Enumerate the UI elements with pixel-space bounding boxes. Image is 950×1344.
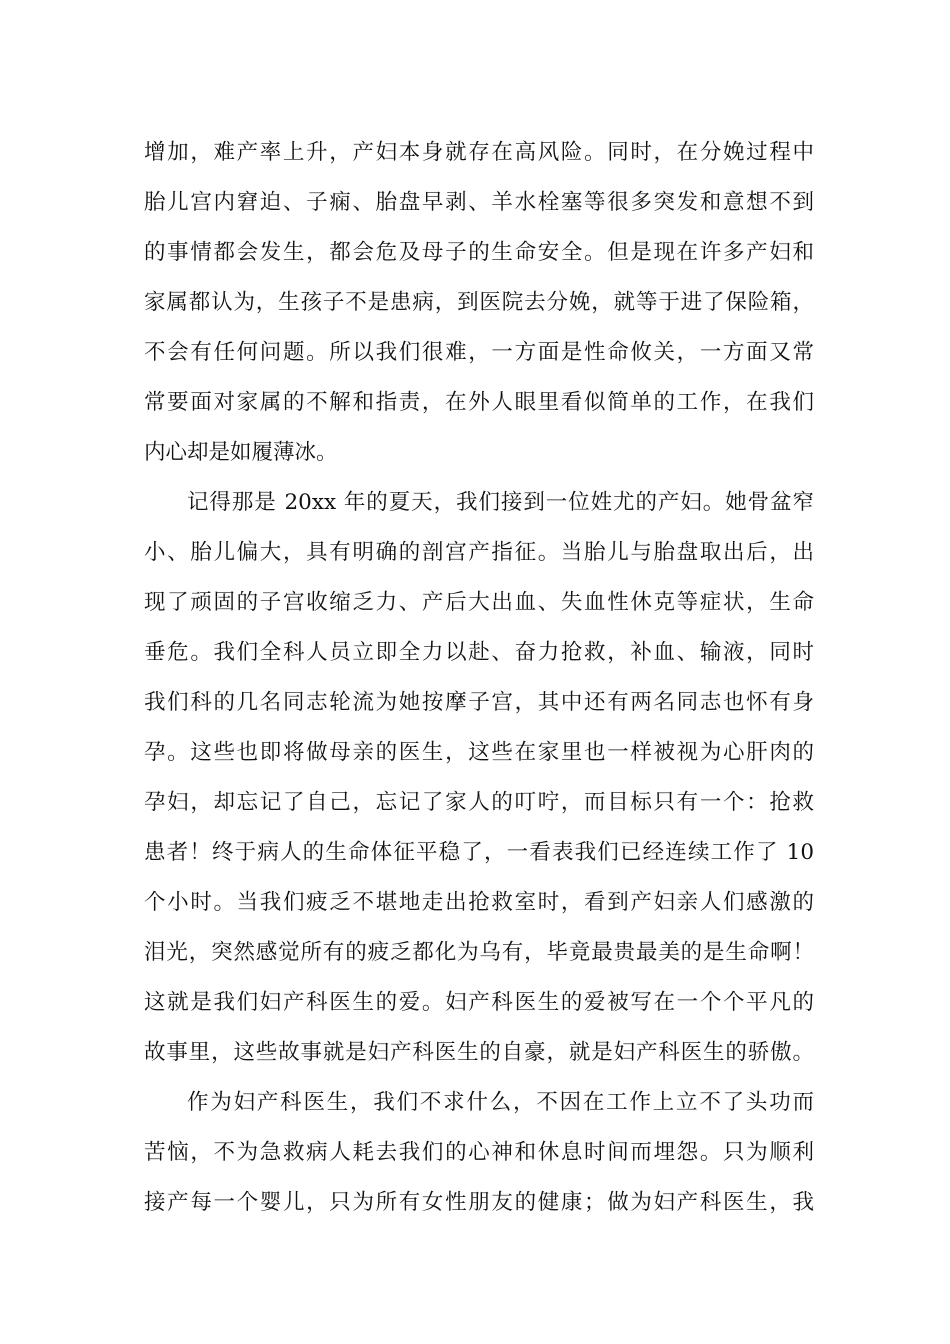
- document-body: [144, 128, 814, 1228]
- text-line: 家属都认为，生孩子不是患病，到医院去分娩，就等于进了保险箱，: [144, 290, 814, 315]
- text-line: 苦恼，不为急救病人耗去我们的心神和休息时间而埋怨。只为顺利: [144, 1140, 814, 1165]
- text-line: 胎儿宫内窘迫、子痫、胎盘早剥、羊水栓塞等很多突发和意想不到: [144, 190, 814, 215]
- paragraph-3: [144, 1078, 814, 1228]
- text-line: 记得那是 20xx 年的夏天，我们接到一位姓尤的产妇。她骨盆窄: [187, 490, 814, 515]
- text-line: 故事里，这些故事就是妇产科医生的自豪，就是妇产科医生的骄傲。: [144, 1040, 814, 1065]
- text-line: 我们科的几名同志轮流为她按摩子宫，其中还有两名同志也怀有身: [144, 690, 814, 715]
- text-line: 垂危。我们全科人员立即全力以赴、奋力抢救，补血、输液，同时: [144, 640, 814, 665]
- text-line: 增加，难产率上升，产妇本身就存在高风险。同时，在分娩过程中: [144, 140, 814, 165]
- text-line: 常要面对家属的不解和指责，在外人眼里看似简单的工作，在我们: [144, 390, 814, 415]
- text-line: 患者！终于病人的生命体征平稳了，一看表我们已经连续工作了 10: [144, 840, 814, 865]
- text-line: 孕妇，却忘记了自己，忘记了家人的叮咛，而目标只有一个：抢救: [144, 790, 814, 815]
- text-line: 个小时。当我们疲乏不堪地走出抢救室时，看到产妇亲人们感激的: [144, 890, 814, 915]
- paragraph-2: [144, 478, 814, 1078]
- text-line: 孕。这些也即将做母亲的医生，这些在家里也一样被视为心肝肉的: [144, 740, 814, 765]
- text-line: 不会有任何问题。所以我们很难，一方面是性命攸关，一方面又常: [144, 340, 814, 365]
- paragraph-1: [144, 128, 814, 478]
- text-line: 内心却是如履薄冰。: [144, 440, 338, 465]
- text-line: 作为妇产科医生，我们不求什么，不因在工作上立不了头功而: [187, 1090, 814, 1115]
- text-line: 泪光，突然感觉所有的疲乏都化为乌有，毕竟最贵最美的是生命啊！: [144, 940, 814, 965]
- text-line: 这就是我们妇产科医生的爱。妇产科医生的爱被写在一个个平凡的: [144, 990, 814, 1015]
- text-line: 接产每一个婴儿，只为所有女性朋友的健康；做为妇产科医生，我: [144, 1190, 814, 1215]
- text-line: 的事情都会发生，都会危及母子的生命安全。但是现在许多产妇和: [144, 240, 814, 265]
- text-line: 小、胎儿偏大，具有明确的剖宫产指征。当胎儿与胎盘取出后，出: [144, 540, 814, 565]
- text-line: 现了顽固的子宫收缩乏力、产后大出血、失血性休克等症状，生命: [144, 590, 814, 615]
